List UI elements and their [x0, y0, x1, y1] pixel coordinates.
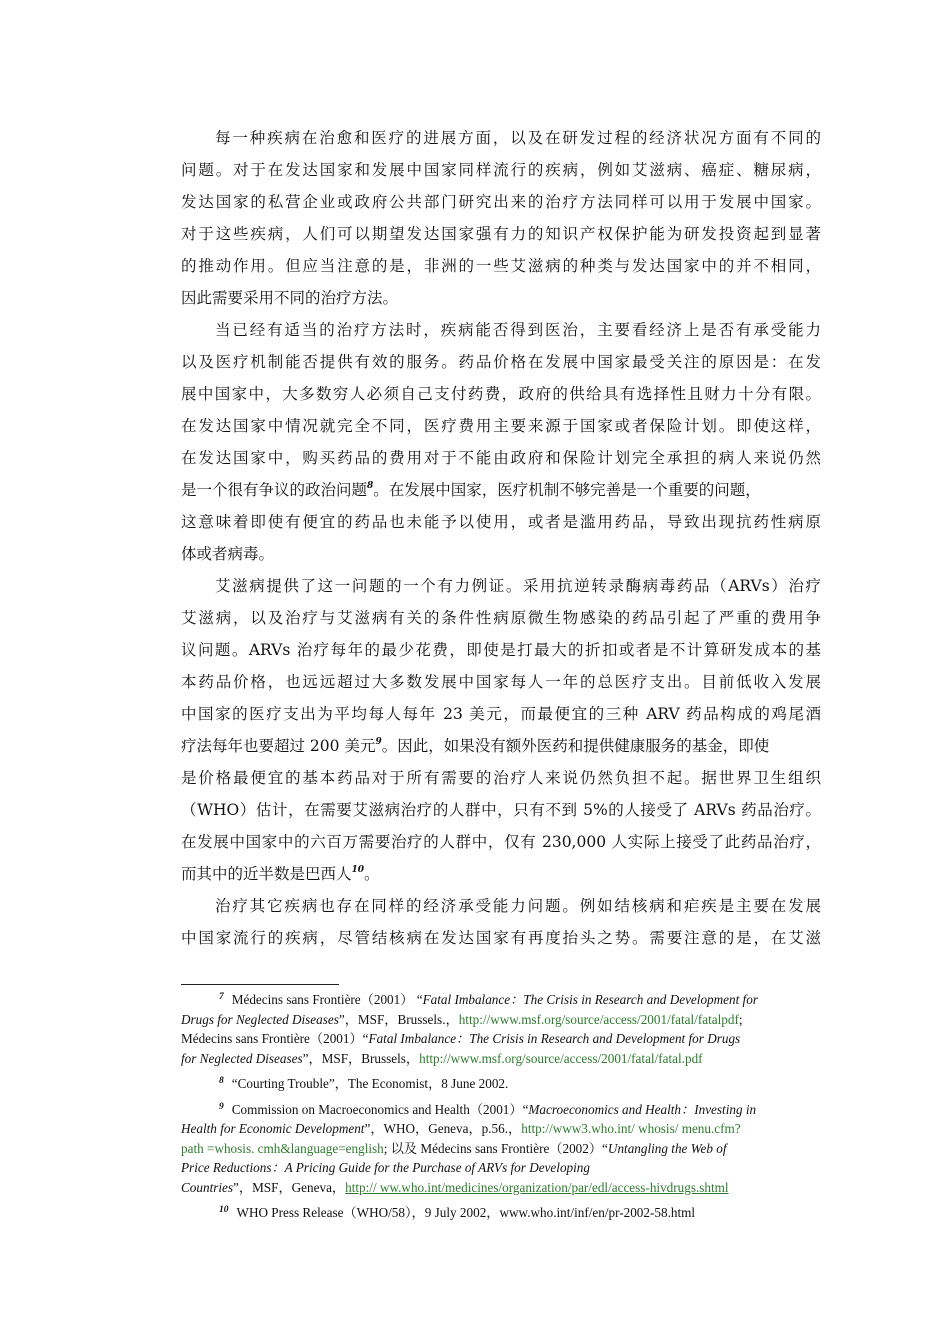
footnote-text: Médecins sans Frontière（2001）“ [181, 1031, 369, 1046]
paragraph-2-line-8: 体或者病毒。 [181, 545, 275, 563]
paragraph-1-line-1: 每一种疾病在治愈和医疗的进展方面，以及在研发过程的经济状况方面有不同的 [215, 129, 821, 147]
paragraph-3-line-6-text-b: 。因此，如果没有额外医药和提供健康服务的基金，即使 [381, 737, 770, 755]
footnote-10 [181, 1203, 821, 1223]
paragraph-3-line-4: 本药品价格，也远远超过大多数发展中国家每人一年的总医疗支出。目前低收入发展 [181, 673, 821, 691]
paragraph-1-line-5: 的推动作用。但应当注意的是，非洲的一些艾滋病的种类与发达国家中的并不相同， [181, 257, 821, 275]
paragraph-2-line-6-text-b: 。在发展中国家，医疗机制不够完善是一个重要的问题， [373, 481, 761, 499]
footnote-number: 7 [219, 992, 224, 1002]
footnote-ref-10: 10 [351, 865, 365, 875]
footnote-text: ; [738, 1011, 743, 1027]
paragraph-3-line-10 [181, 858, 821, 890]
paragraph-3-line-10-text-a: 而其中的近半数是巴西人 [181, 865, 352, 883]
footnote-link[interactable]: http://www.msf.org/source/access/2001/fatal/fatalpdf [458, 1011, 739, 1027]
cited-title: Fatal Imbalance：The Crisis in Research and Development for Drugs [368, 1031, 741, 1046]
paragraph-2-line-2: 以及医疗机制能否提供有效的服务。药品价格在发展中国家最受关注的原因是：在发 [181, 353, 821, 371]
footnote-text: ”，WHO，Geneva，p.56.， [364, 1121, 522, 1136]
footnote-ref-9: 9 [375, 737, 382, 747]
footnote-text: Commission on Macroeconomics and Health（2001）“ [231, 1101, 529, 1117]
footnote-text: Médecins sans Frontière（2001） [231, 992, 414, 1007]
cited-title: Countries [181, 1179, 234, 1195]
paragraph-3-line-8: （WHO）估计，在需要艾滋病治疗的人群中，只有不到 5%的人接受了 ARVs 药品治疗。 [181, 801, 821, 819]
paragraph-3-line-9: 在发展中国家中的六百万需要治疗的人群中，仅有 230,000 人实际上接受了此药品治疗， [181, 833, 821, 851]
footnote-text: ”，MSF，Brussels， [302, 1050, 420, 1066]
cited-title: Drugs for Neglected Diseases [181, 1011, 339, 1027]
footnote-8-line-1 [181, 1074, 821, 1094]
cited-title: Untangling the Web of [607, 1140, 727, 1156]
footnote-9 [181, 1100, 821, 1198]
footnote-ref-8: 8 [367, 481, 374, 491]
cited-title: Price Reductions：A Pricing Guide for the Purchase of ARVs for Developing [181, 1160, 590, 1175]
paragraph-4-line-2: 中国家流行的疾病，尽管结核病在发达国家有再度抬头之势。需要注意的是，在艾滋 [181, 929, 821, 947]
paragraph-3-line-2: 艾滋病，以及治疗与艾滋病有关的条件性病原微生物感染的药品引起了严重的费用争 [181, 609, 821, 627]
footnote-9-line-1 [181, 1100, 821, 1120]
paragraph-1-line-4: 对于这些疾病，人们可以期望发达国家强有力的知识产权保护能为研发投资起到显著 [181, 225, 821, 243]
paragraph-2-line-5: 在发达国家中，购买药品的费用对于不能由政府和保险计划完全承担的病人来说仍然 [181, 449, 821, 467]
footnote-link[interactable]: path =whosis. cmh&language=english [181, 1140, 384, 1156]
footnote-8 [181, 1074, 821, 1094]
footnote-number: 9 [219, 1101, 224, 1112]
footnote-text: ; 以及 Médecins sans Frontière（2002）“ [383, 1140, 608, 1156]
paragraph-2-line-7: 这意味着即使有便宜的药品也未能予以使用，或者是滥用药品，导致出现抗药性病原 [181, 513, 821, 531]
paragraph-3-line-1: 艾滋病提供了这一问题的一个有力例证。采用抗逆转录酶病毒药品（ARVs）治疗 [215, 577, 821, 595]
paragraph-1-line-6: 因此需要采用不同的治疗方法。 [181, 289, 399, 307]
footnote-7-line-4 [181, 1049, 821, 1069]
footnote-text: ”，MSF，Brussels.， [338, 1011, 459, 1027]
paragraph-3-line-7: 是价格最便宜的基本药品对于所有需要的治疗人来说仍然负担不起。据世界卫生组织 [181, 769, 821, 787]
footnote-text: ”，MSF，Geneva， [233, 1179, 346, 1195]
paragraph-3-line-6 [181, 730, 821, 762]
footnote-9-line-2 [181, 1119, 821, 1139]
cited-title: Health for Economic Development [181, 1121, 365, 1136]
footnote-7-line-1 [181, 990, 821, 1010]
footnote-link[interactable]: http://www3.who.int/ whosis/ menu.cfm? [521, 1121, 741, 1136]
cited-title: for Neglected Diseases [181, 1050, 303, 1066]
footnote-9-line-5 [181, 1178, 821, 1198]
paragraph-2-line-3: 展中国家中，大多数穷人必须自己支付药费，政府的供给具有选择性且财力十分有限。 [181, 385, 821, 403]
footnote-number: 8 [219, 1076, 224, 1086]
paragraph-2-line-6-text-a: 是一个很有争议的政治问题 [181, 481, 368, 499]
paragraph-3-line-6-text-a: 疗法每年也要超过 200 美元 [181, 737, 376, 755]
paragraph-2-line-1: 当已经有适当的治疗方法时，疾病能否得到医治，主要看经济上是否有承受能力 [215, 321, 821, 339]
footnote-7-line-3 [181, 1029, 821, 1049]
paragraph-4-line-1: 治疗其它疾病也存在同样的经济承受能力问题。例如结核病和疟疾是主要在发展 [215, 897, 821, 915]
footnote-link[interactable]: http://www.msf.org/source/access/2001/fatal/fatal.pdf [419, 1050, 703, 1066]
paragraph-1-line-3: 发达国家的私营企业或政府公共部门研究出来的治疗方法同样可以用于发展中国家。 [181, 193, 821, 211]
paragraph-3-line-3: 议问题。ARVs 治疗每年的最少花费，即使是打最大的折扣或者是不计算研发成本的基 [181, 641, 821, 659]
footnote-separator [181, 984, 339, 985]
footnote-text: “ [416, 992, 423, 1007]
footnote-9-line-3 [181, 1139, 821, 1159]
footnote-text: WHO Press Release（WHO/58），9 July 2002，www.who.int/inf/en/pr-2002-58.html [236, 1205, 696, 1220]
paragraph-2-line-4: 在发达国家中情况就完全不同，医疗费用主要来源于国家或者保险计划。即使这样， [181, 417, 821, 435]
footnotes [181, 990, 821, 1229]
footnote-link[interactable]: http:// ww.who.int/medicines/organization/par/edl/access-hivdrugs.shtml [345, 1179, 729, 1195]
footnote-text: “Courting Trouble”，The Economist，8 June 2002. [231, 1076, 509, 1091]
paragraph-2-line-6 [181, 474, 821, 506]
body-text [181, 122, 821, 954]
paragraph-3-line-5: 中国家的医疗支出为平均每人每年 23 美元，而最便宜的三种 ARV 药品构成的鸡尾酒 [181, 705, 821, 723]
cited-title: Fatal Imbalance：The Crisis in Research and Development for [422, 992, 758, 1007]
footnote-number: 10 [219, 1205, 229, 1215]
paragraph-1-line-2: 问题。对于在发达国家和发展中国家同样流行的疾病，例如艾滋病、癌症、糖尿病， [181, 161, 821, 179]
footnote-7-line-2 [181, 1010, 821, 1030]
paragraph-3-line-10-text-b: 。 [364, 865, 380, 883]
footnote-9-line-4 [181, 1158, 821, 1178]
footnote-7 [181, 990, 821, 1068]
footnote-10-line-1 [181, 1203, 821, 1223]
cited-title: Macroeconomics and Health：Investing in [528, 1101, 757, 1117]
